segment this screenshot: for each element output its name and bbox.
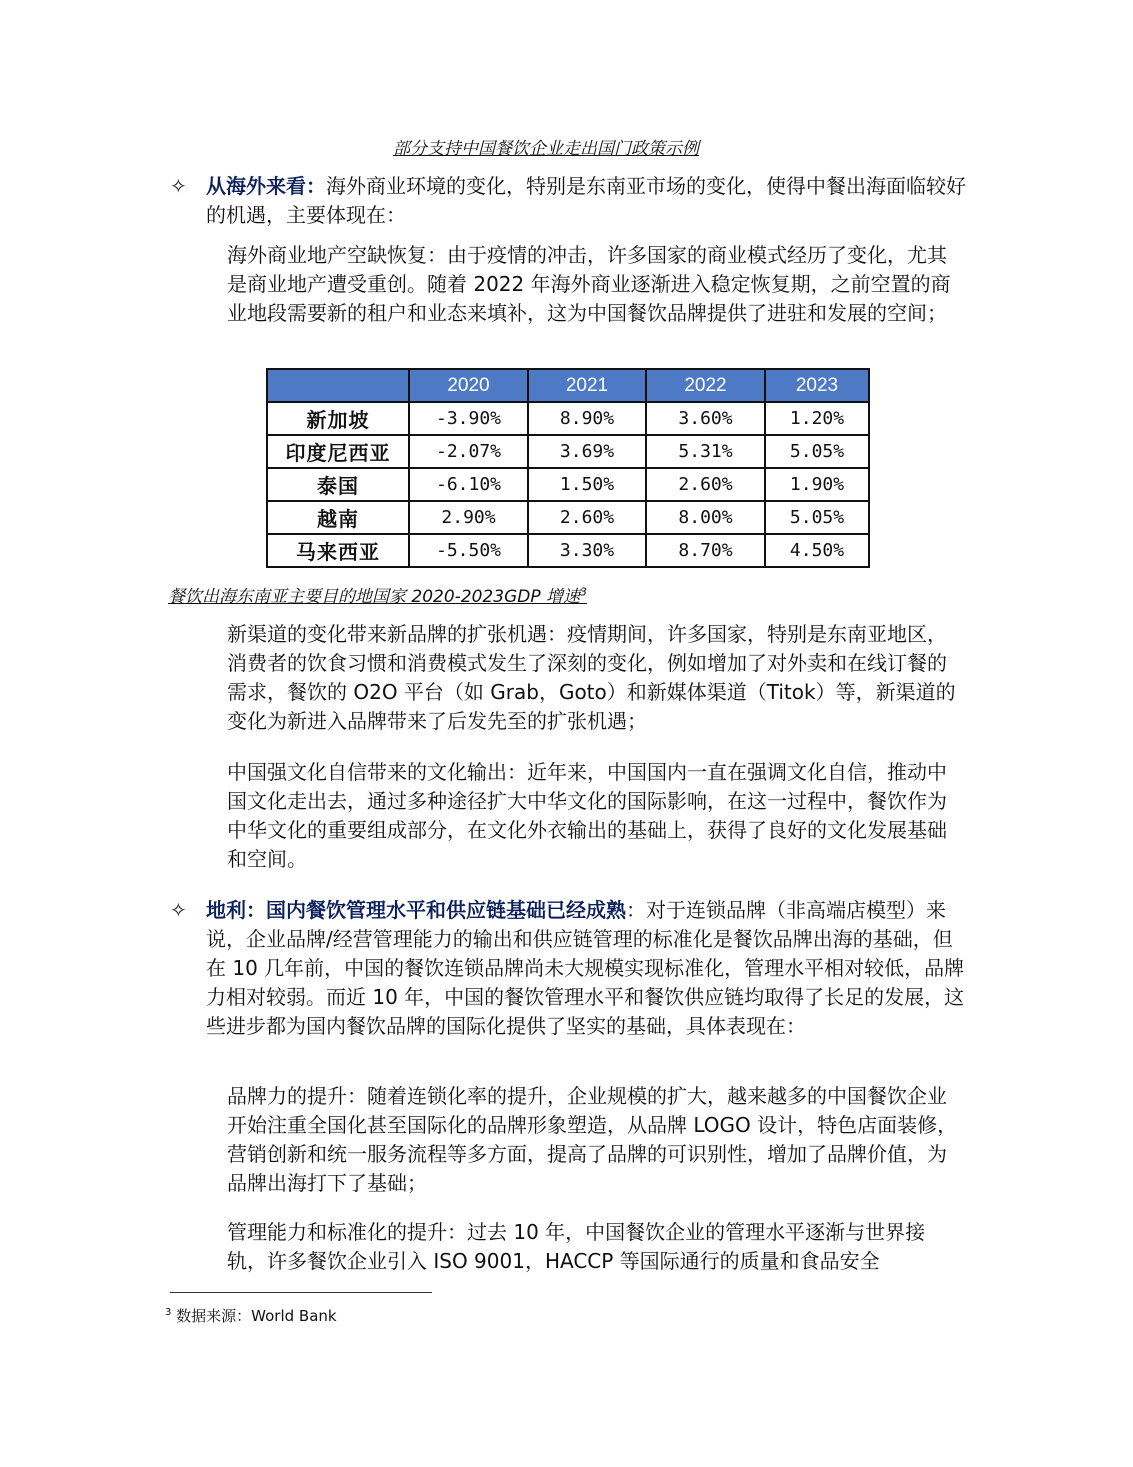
table-header-cell: 2020 [409,369,528,402]
table-cell-country: 印度尼西亚 [267,435,409,468]
table-row [267,534,869,567]
table-cell: 5.31% [646,435,765,468]
table-cell: 2.60% [528,501,646,534]
paragraph-commercial-vacancy: 海外商业地产空缺恢复：由于疫情的冲击，许多国家的商业模式经历了变化，尤其是商业地产遭受重创。随着 2022 年海外商业逐渐进入稳定恢复期，之前空置的商业地段需要新的租户和业态来填补，这为中国餐饮品牌提供了进驻和发展的空间； [227,243,951,325]
bullet-overseas-title: 从海外来看： [206,174,326,198]
table-cell: 2.60% [646,468,765,501]
diamond-bullet-icon: ✧ [170,898,187,922]
table-cell: -5.50% [409,534,528,567]
table-header-cell: 2022 [646,369,765,402]
table-header-cell [267,369,409,402]
bullet-overseas-body: 海外商业环境的变化，特别是东南亚市场的变化，使得中餐出海面临较好的机遇，主要体现在： [206,174,966,227]
bullet-domestic-text [206,896,970,1041]
table-cell: 4.50% [765,534,869,567]
table-cell: 8.90% [528,402,646,435]
table-cell: 2.90% [409,501,528,534]
table-cell: 1.20% [765,402,869,435]
figure-caption-policy: 部分支持中国餐饮企业走出国门政策示例 [393,139,699,159]
bullet-domestic-body: ：对于连锁品牌（非高端店模型）来说，企业品牌/经营管理能力的输出和供应链管理的标准化是餐饮品牌出海的基础，但在 10 几年前，中国的餐饮连锁品牌尚未大规模实现标准化，管理水平相对较低，品牌力相对较弱。而近 10 年，中国的餐饮管理水平和餐饮供应链均取得了长足的发展，这些进步都为国内餐饮品牌的国际化提供了坚实的基础，具体表现在： [206,898,965,1038]
table-row [267,402,869,435]
table-cell: 8.70% [646,534,765,567]
table-cell: 8.00% [646,501,765,534]
table-cell-country: 泰国 [267,468,409,501]
bullet-domestic-maturity [170,896,970,1041]
table-header-cell: 2023 [765,369,869,402]
table-cell: 3.60% [646,402,765,435]
paragraph-brand-power: 品牌力的提升：随着连锁化率的提升，企业规模的扩大，越来越多的中国餐饮企业开始注重全国化甚至国际化的品牌形象塑造，从品牌 LOGO 设计，特色店面装修，营销创新和统一服务流程等多方面，提高了品牌的可识别性，增加了品牌价值，为品牌出海打下了基础； [227,1084,958,1195]
table-cell: -3.90% [409,402,528,435]
table-row [267,501,869,534]
paragraph-management-standardization: 管理能力和标准化的提升：过去 10 年，中国餐饮企业的管理水平逐渐与世界接轨，许多餐饮企业引入 ISO 9001，HACCP 等国际通行的质量和食品安全 [227,1220,926,1273]
paragraph-cultural-export: 中国强文化自信带来的文化输出：近年来，中国国内一直在强调文化自信，推动中国文化走出去，通过多种途径扩大中华文化的国际影响，在这一过程中，餐饮作为中华文化的重要组成部分，在文化外衣输出的基础上，获得了良好的文化发展基础和空间。 [227,760,947,871]
footnote-divider [170,1292,432,1293]
footnote [165,1305,337,1326]
table-row [267,435,869,468]
table-cell: 1.90% [765,468,869,501]
table-cell: 5.05% [765,435,869,468]
footnote-reference[interactable]: 3 [579,585,587,599]
table-cell: 3.69% [528,435,646,468]
table-row [267,468,869,501]
table-cell-country: 越南 [267,501,409,534]
bullet-overseas-text [206,172,970,230]
table-header-row [267,369,869,402]
table-cell: 3.30% [528,534,646,567]
bullet-overseas [170,172,970,230]
table-caption [168,582,587,607]
table-cell: -6.10% [409,468,528,501]
diamond-bullet-icon: ✧ [170,174,187,198]
footnote-text: 数据来源：World Bank [176,1307,337,1325]
table-cell-country: 马来西亚 [267,534,409,567]
footnote-number: 3 [165,1307,172,1318]
table-header-cell: 2021 [528,369,646,402]
table-cell: 5.05% [765,501,869,534]
table-cell-country: 新加坡 [267,402,409,435]
gdp-growth-table [266,368,870,568]
paragraph-new-channels: 新渠道的变化带来新品牌的扩张机遇：疫情期间，许多国家，特别是东南亚地区，消费者的饮食习惯和消费模式发生了深刻的变化，例如增加了对外卖和在线订餐的需求，餐饮的 O2O 平台（如 Grab，Goto）和新媒体渠道（Titok）等，新渠道的变化为新进入品牌带来了后发先至的扩张机遇； [227,622,956,733]
bullet-domestic-title: 地利：国内餐饮管理水平和供应链基础已经成熟 [206,898,626,922]
table-caption-text: 餐饮出海东南亚主要目的地国家 2020-2023GDP 增速 [168,587,580,607]
table-cell: 1.50% [528,468,646,501]
table-cell: -2.07% [409,435,528,468]
